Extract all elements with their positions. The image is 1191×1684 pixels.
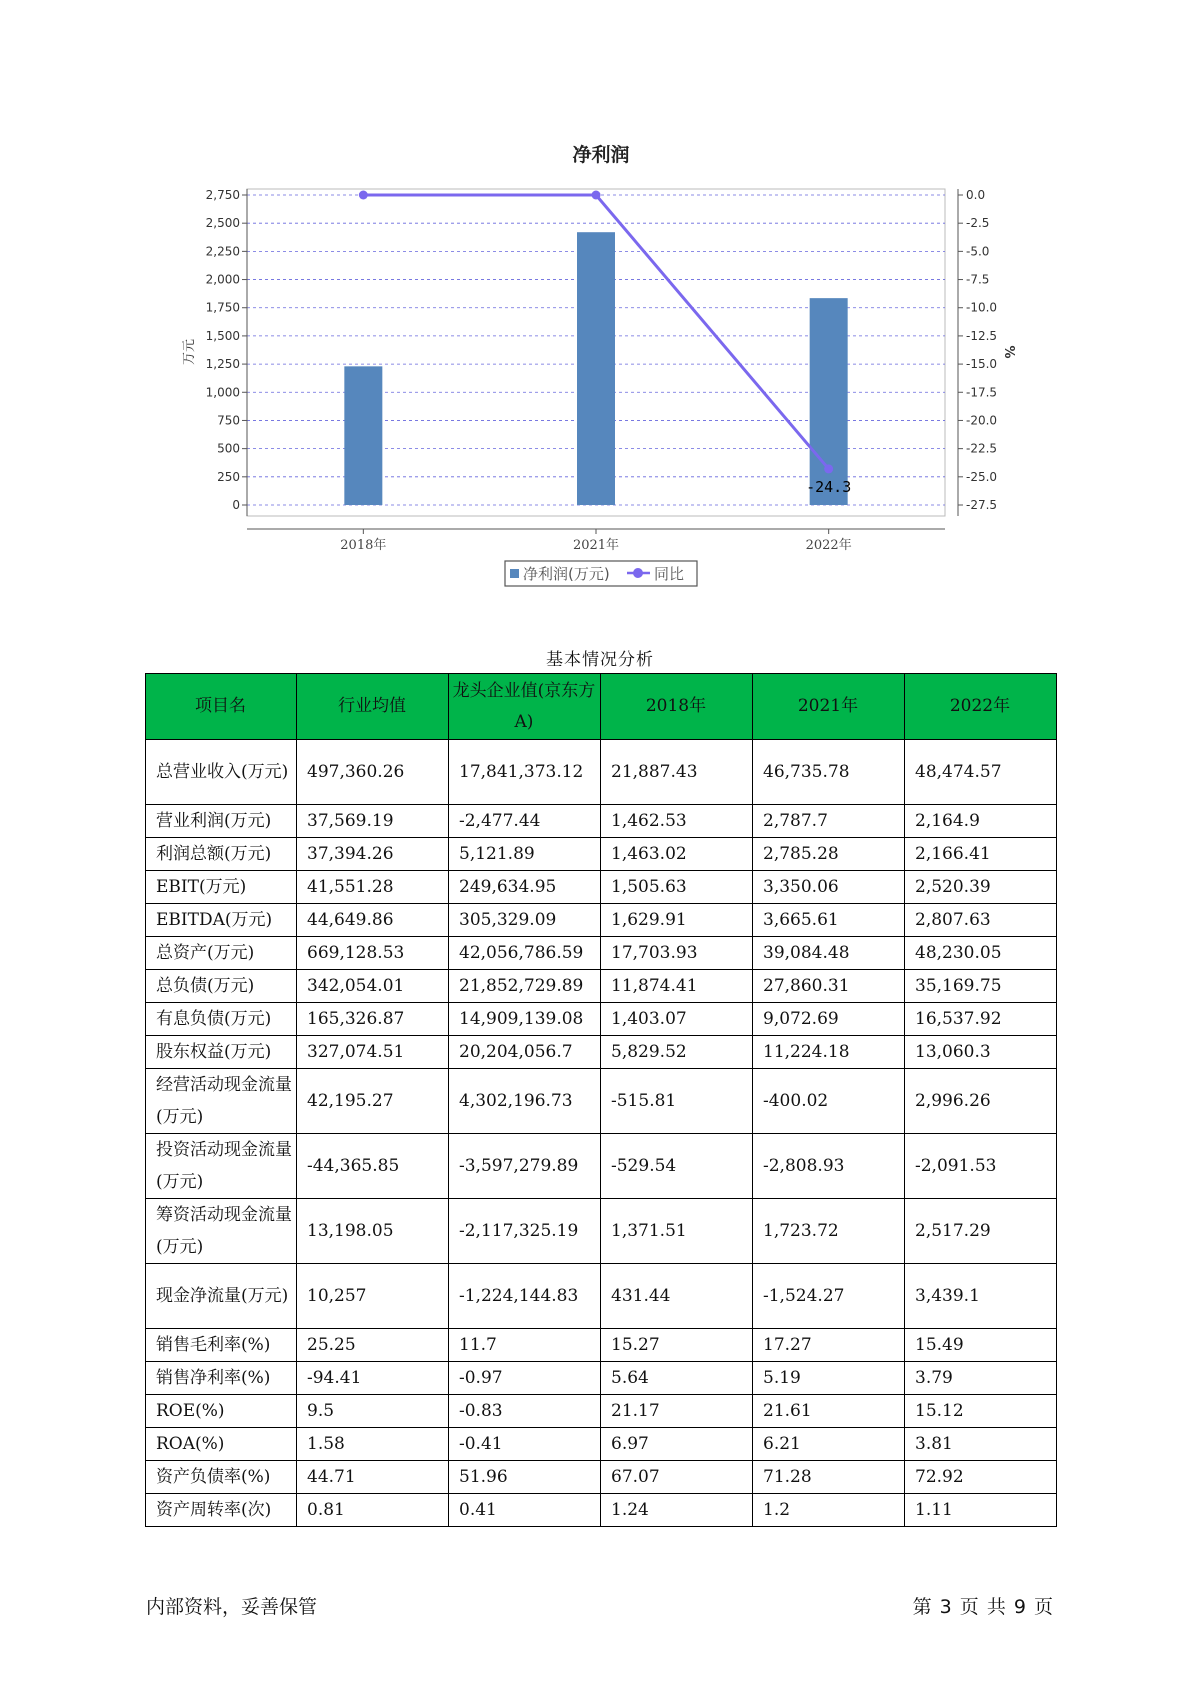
value-cell: 1,403.07 [601,1003,753,1036]
x-tick-label: 2021年 [572,538,620,553]
right-tick-label: -15.0 [966,357,998,372]
table-row [146,1134,1057,1199]
table-row [146,1395,1057,1428]
right-tick-label: -27.5 [966,498,998,512]
value-cell: -515.81 [601,1069,753,1134]
row-label-cell: 销售毛利率(%) [146,1329,297,1362]
left-axis-label: 万元 [182,338,197,366]
value-cell: 17,703.93 [601,937,753,970]
left-tick-label: 750 [217,413,240,428]
value-cell: 17.27 [753,1329,905,1362]
table-title: 基本情况分析 [546,650,654,670]
value-cell: 497,360.26 [297,740,449,805]
table-row [146,1329,1057,1362]
value-cell: 4,302,196.73 [449,1069,601,1134]
value-cell: 669,128.53 [297,937,449,970]
row-label-cell: EBITDA(万元) [146,904,297,937]
bar [577,232,615,505]
table-row [146,1036,1057,1069]
right-tick-label: 0.0 [966,188,986,202]
value-cell: -2,808.93 [753,1134,905,1199]
row-label-cell: 销售净利率(%) [146,1362,297,1395]
left-tick-label: 2,500 [205,216,240,231]
row-label-cell: 投资活动现金流量(万元) [146,1134,297,1199]
legend-line-marker [633,568,643,578]
left-tick-label: 0 [232,498,240,512]
value-cell: 327,074.51 [297,1036,449,1069]
value-cell: 17,841,373.12 [449,740,601,805]
left-tick-label: 1,500 [205,328,240,343]
value-cell: 305,329.09 [449,904,601,937]
value-cell: 39,084.48 [753,937,905,970]
table-row [146,1069,1057,1134]
value-cell: 2,517.29 [905,1199,1057,1264]
value-cell: -1,224,144.83 [449,1264,601,1329]
value-cell: -94.41 [297,1362,449,1395]
value-cell: 41,551.28 [297,871,449,904]
value-cell: 11.7 [449,1329,601,1362]
value-cell: 3.81 [905,1428,1057,1461]
net-profit-chart [0,0,1191,600]
value-cell: 3,665.61 [753,904,905,937]
value-cell: 16,537.92 [905,1003,1057,1036]
footer-confidential: 内部资料，妥善保管 [146,1596,318,1618]
header-cell: 2021年 [753,674,905,740]
value-cell: 20,204,056.7 [449,1036,601,1069]
row-label-cell: 现金净流量(万元) [146,1264,297,1329]
value-cell: 0.41 [449,1494,601,1527]
value-cell: 42,195.27 [297,1069,449,1134]
value-cell: 1,505.63 [601,871,753,904]
value-cell: 249,634.95 [449,871,601,904]
row-label-cell: 营业利润(万元) [146,805,297,838]
header-cell: 行业均值 [297,674,449,740]
right-tick-label: -5.0 [966,244,990,259]
table-row [146,1461,1057,1494]
value-cell: 46,735.78 [753,740,905,805]
value-cell: 431.44 [601,1264,753,1329]
value-cell: 0.81 [297,1494,449,1527]
yoy-point [359,191,368,200]
right-tick-label: -7.5 [966,272,990,287]
value-cell: 3.79 [905,1362,1057,1395]
value-cell: 2,996.26 [905,1069,1057,1134]
value-cell: 48,474.57 [905,740,1057,805]
x-tick-label: 2022年 [805,538,852,553]
value-cell: 37,394.26 [297,838,449,871]
value-cell: 72.92 [905,1461,1057,1494]
value-cell: 27,860.31 [753,970,905,1003]
value-cell: -2,117,325.19 [449,1199,601,1264]
right-tick-label: -2.5 [966,216,990,231]
value-cell: -3,597,279.89 [449,1134,601,1199]
row-label-cell: 总负债(万元) [146,970,297,1003]
value-cell: 1.24 [601,1494,753,1527]
value-cell: 2,787.7 [753,805,905,838]
row-label-cell: 总营业收入(万元) [146,740,297,805]
header-cell: 项目名 [146,674,297,740]
value-cell: 21,887.43 [601,740,753,805]
left-tick-label: 1,000 [205,385,240,400]
table-row [146,1003,1057,1036]
value-cell: 21,852,729.89 [449,970,601,1003]
left-tick-label: 500 [217,441,240,456]
table-header-row [146,674,1057,740]
value-cell: 25.25 [297,1329,449,1362]
table-row [146,1264,1057,1329]
header-cell: 龙头企业值(京东方A) [449,674,601,740]
value-cell: 5.64 [601,1362,753,1395]
yoy-point [592,191,601,200]
value-cell: 51.96 [449,1461,601,1494]
value-cell: 2,785.28 [753,838,905,871]
left-tick-label: 1,250 [205,357,240,372]
table-row [146,904,1057,937]
row-label-cell: 资产周转率(次) [146,1494,297,1527]
left-tick-label: 1,750 [205,300,240,315]
value-cell: -529.54 [601,1134,753,1199]
value-cell: 5,121.89 [449,838,601,871]
value-cell: 15.12 [905,1395,1057,1428]
table-row [146,937,1057,970]
value-cell: -44,365.85 [297,1134,449,1199]
value-cell: 2,520.39 [905,871,1057,904]
legend-bar-swatch [510,569,519,578]
left-tick-label: 250 [217,469,240,484]
table-row [146,838,1057,871]
table-row [146,740,1057,805]
right-axis-label: % [1001,345,1016,359]
yoy-annotation: -24.3 [806,477,852,496]
value-cell: 13,198.05 [297,1199,449,1264]
value-cell: 71.28 [753,1461,905,1494]
legend [505,561,697,586]
left-tick-label: 2,250 [205,244,240,259]
value-cell: 21.17 [601,1395,753,1428]
value-cell: 6.21 [753,1428,905,1461]
value-cell: 165,326.87 [297,1003,449,1036]
table-row [146,805,1057,838]
footer-page-number: 第 3 页 共 9 页 [912,1596,1054,1618]
value-cell: 1,462.53 [601,805,753,838]
value-cell: 11,874.41 [601,970,753,1003]
legend-line-label: 同比 [654,565,685,583]
value-cell: 1,371.51 [601,1199,753,1264]
value-cell: 1,629.91 [601,904,753,937]
chart-title: 净利润 [572,144,630,166]
value-cell: 15.49 [905,1329,1057,1362]
value-cell: 13,060.3 [905,1036,1057,1069]
value-cell: 3,350.06 [753,871,905,904]
right-tick-label: -25.0 [966,469,998,484]
row-label-cell: 经营活动现金流量(万元) [146,1069,297,1134]
value-cell: 44,649.86 [297,904,449,937]
value-cell: 2,166.41 [905,838,1057,871]
value-cell: 2,164.9 [905,805,1057,838]
analysis-table [145,673,1057,1527]
value-cell: 9.5 [297,1395,449,1428]
row-label-cell: EBIT(万元) [146,871,297,904]
value-cell: 342,054.01 [297,970,449,1003]
value-cell: -0.41 [449,1428,601,1461]
row-label-cell: 筹资活动现金流量(万元) [146,1199,297,1264]
value-cell: 5,829.52 [601,1036,753,1069]
value-cell: 67.07 [601,1461,753,1494]
value-cell: 14,909,139.08 [449,1003,601,1036]
value-cell: -1,524.27 [753,1264,905,1329]
value-cell: 2,807.63 [905,904,1057,937]
table-row [146,1362,1057,1395]
row-label-cell: 资产负债率(%) [146,1461,297,1494]
value-cell: 48,230.05 [905,937,1057,970]
value-cell: 5.19 [753,1362,905,1395]
value-cell: 44.71 [297,1461,449,1494]
header-cell: 2022年 [905,674,1057,740]
right-tick-label: -20.0 [966,413,998,428]
value-cell: 21.61 [753,1395,905,1428]
row-label-cell: 总资产(万元) [146,937,297,970]
table-row [146,1428,1057,1461]
legend-bar-label: 净利润(万元) [523,565,610,583]
right-tick-label: -12.5 [966,328,998,343]
left-tick-label: 2,000 [205,272,240,287]
value-cell: 1.2 [753,1494,905,1527]
value-cell: 1,723.72 [753,1199,905,1264]
value-cell: 1.11 [905,1494,1057,1527]
x-tick-label: 2018年 [340,538,387,553]
yoy-point [824,464,833,473]
table-row [146,871,1057,904]
x-axis [247,529,945,553]
value-cell: 11,224.18 [753,1036,905,1069]
table-row [146,1199,1057,1264]
value-cell: -400.02 [753,1069,905,1134]
value-cell: 1.58 [297,1428,449,1461]
header-cell: 2018年 [601,674,753,740]
row-label-cell: ROA(%) [146,1428,297,1461]
value-cell: 10,257 [297,1264,449,1329]
value-cell: 42,056,786.59 [449,937,601,970]
value-cell: 1,463.02 [601,838,753,871]
row-label-cell: 有息负债(万元) [146,1003,297,1036]
row-label-cell: 利润总额(万元) [146,838,297,871]
table-row [146,1494,1057,1527]
value-cell: 35,169.75 [905,970,1057,1003]
left-y-axis [206,188,247,516]
right-tick-label: -17.5 [966,385,998,400]
value-cell: 3,439.1 [905,1264,1057,1329]
value-cell: 9,072.69 [753,1003,905,1036]
right-tick-label: -10.0 [966,300,998,315]
value-cell: -0.97 [449,1362,601,1395]
value-cell: 6.97 [601,1428,753,1461]
table-row [146,970,1057,1003]
right-tick-label: -22.5 [966,441,998,456]
value-cell: 15.27 [601,1329,753,1362]
value-cell: 37,569.19 [297,805,449,838]
row-label-cell: 股东权益(万元) [146,1036,297,1069]
bar [810,298,848,505]
left-tick-label: 2,750 [205,188,240,202]
row-label-cell: ROE(%) [146,1395,297,1428]
value-cell: -2,091.53 [905,1134,1057,1199]
value-cell: -2,477.44 [449,805,601,838]
right-y-axis [958,188,997,516]
value-cell: -0.83 [449,1395,601,1428]
bar [344,366,382,505]
